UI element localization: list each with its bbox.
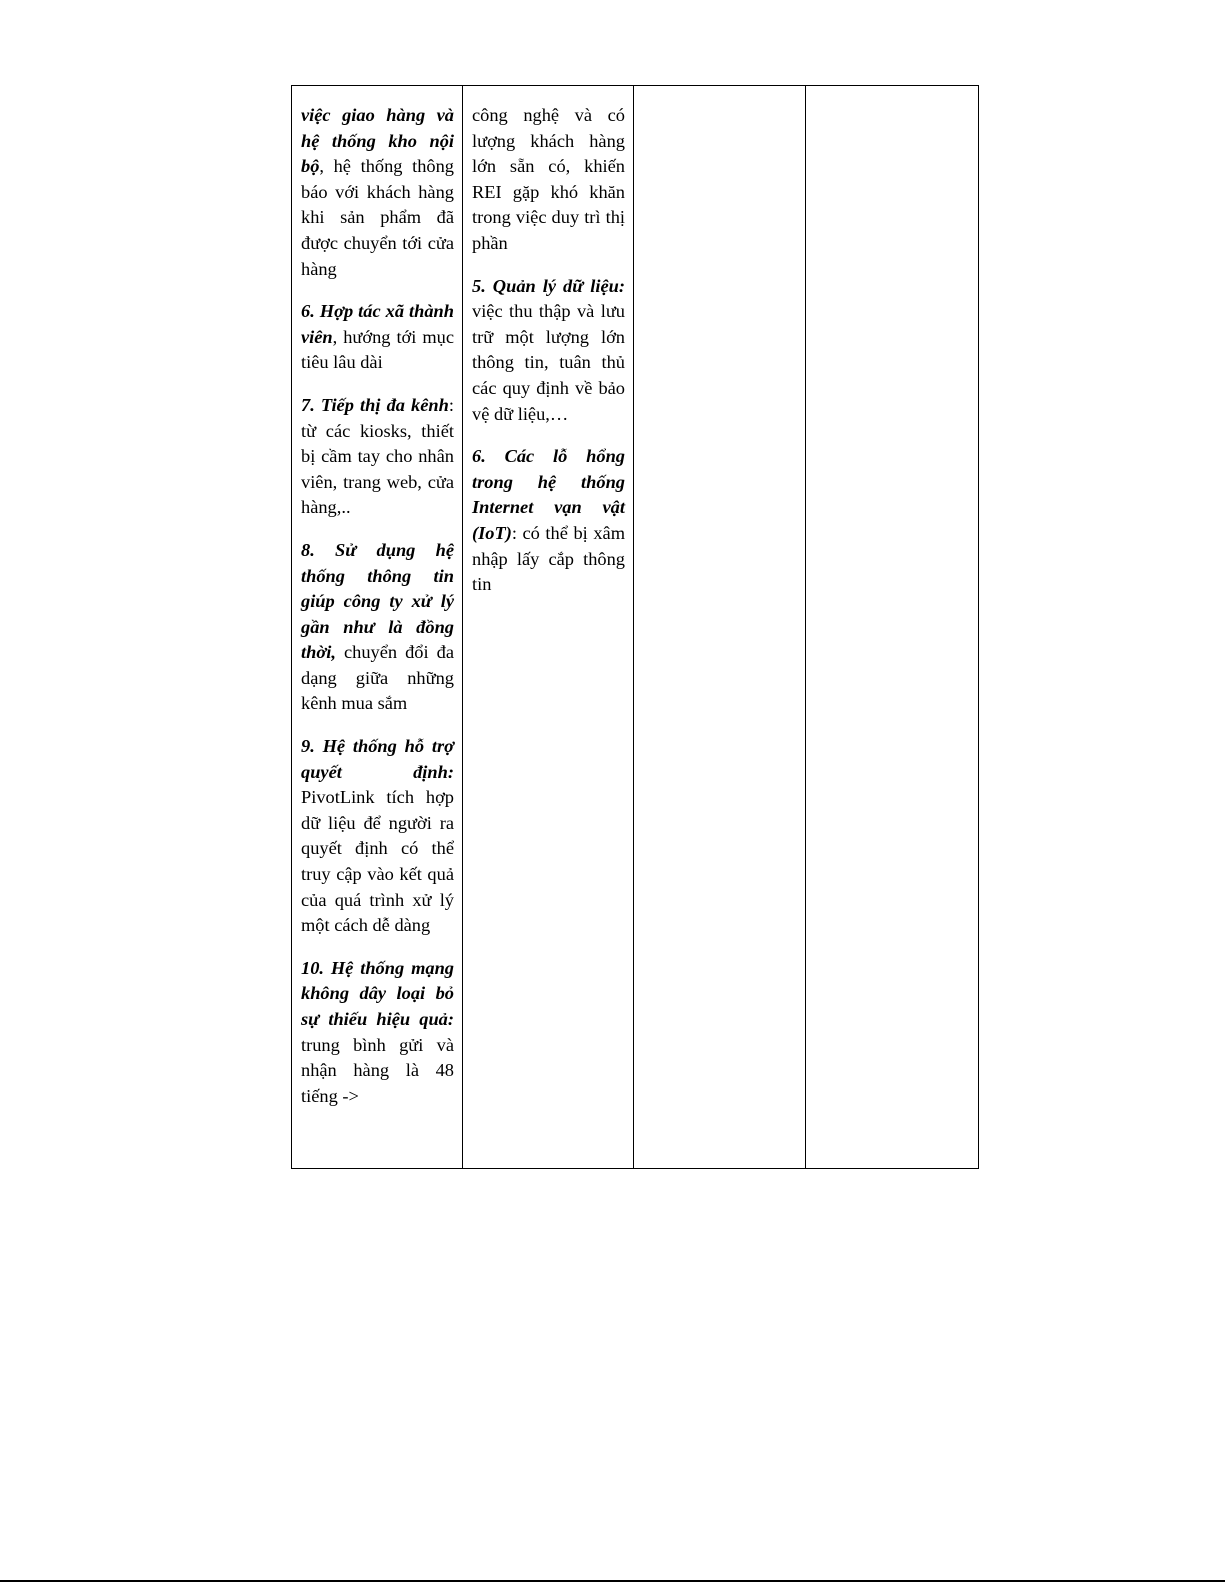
paragraph bbox=[301, 299, 454, 376]
body-text: : có thể bị xâm nhập lấy cắp thông tin bbox=[472, 522, 625, 595]
body-text: chuyển đổi đa dạng giữa những kênh mua sắm bbox=[301, 642, 454, 714]
table-cell-col3 bbox=[634, 86, 806, 1169]
paragraph bbox=[301, 734, 454, 939]
table-cell-col1 bbox=[292, 86, 463, 1169]
bold-text: 6. Các lỗ hổng trong hệ thống Internet vạn vật (IoT) bbox=[472, 446, 625, 543]
table-cell-col2 bbox=[463, 86, 634, 1169]
bold-text: việc giao hàng và hệ thống kho nội bộ bbox=[301, 105, 454, 177]
bold-text: 7. Tiếp thị đa kênh bbox=[301, 394, 449, 415]
page-bottom-border bbox=[0, 1580, 1225, 1582]
body-text: : từ các kiosks, thiết bị cầm tay cho nhân viên, trang web, cửa hàng,.. bbox=[301, 394, 454, 518]
paragraph bbox=[472, 444, 625, 598]
table-row bbox=[292, 86, 979, 1169]
paragraph bbox=[301, 956, 454, 1110]
paragraph bbox=[301, 103, 454, 282]
content-table bbox=[291, 85, 979, 1169]
body-text: , hệ thống thông báo với khách hàng khi sản phẩm đã được chuyển tới cửa hàng bbox=[301, 156, 454, 279]
bold-text: 10. Hệ thống mạng không dây loại bỏ sự thiếu hiệu quả: bbox=[301, 957, 454, 1029]
bold-text: 6. Hợp tác xã thành viên bbox=[301, 301, 454, 347]
paragraph bbox=[472, 274, 625, 428]
paragraph bbox=[472, 103, 625, 257]
paragraph bbox=[301, 393, 454, 521]
bold-text: 5. Quản lý dữ liệu: bbox=[472, 275, 625, 296]
body-text: trung bình gửi và nhận hàng là 48 tiếng -> bbox=[301, 1034, 454, 1106]
body-text: , hướng tới mục tiêu lâu dài bbox=[301, 326, 454, 373]
body-text: việc thu thập và lưu trữ một lượng lớn thông tin, tuân thủ các quy định về bảo vệ dữ liệu,… bbox=[472, 301, 625, 424]
paragraph bbox=[301, 538, 454, 717]
bold-text: 9. Hệ thống hỗ trợ quyết định: bbox=[301, 736, 454, 782]
table-cell-col4 bbox=[806, 86, 979, 1169]
bold-text: 8. Sử dụng hệ thống thông tin giúp công ty xử lý gần như là đồng thời, bbox=[301, 539, 454, 663]
body-text: PivotLink tích hợp dữ liệu để người ra quyết định có thể truy cập vào kết quả của quá trình xử lý một cách dễ dàng bbox=[301, 787, 454, 936]
body-text: công nghệ và có lượng khách hàng lớn sẵn có, khiến REI gặp khó khăn trong việc duy trì thị phần bbox=[472, 105, 625, 253]
